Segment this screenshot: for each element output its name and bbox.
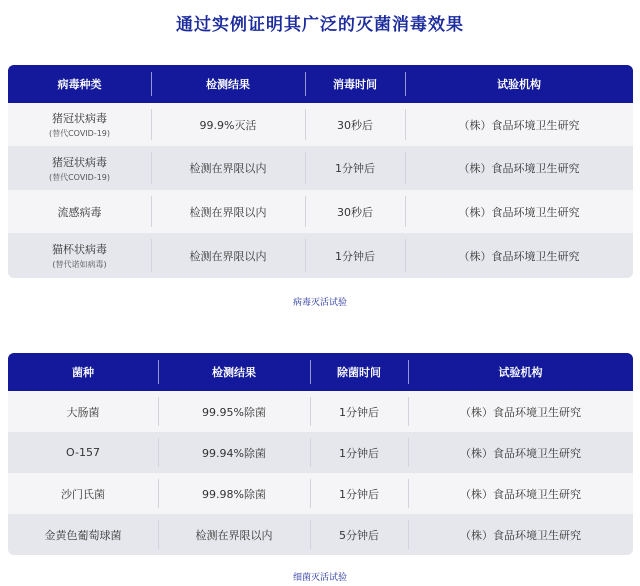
virus-substitute-note: (替代COVID-19) [48,129,111,138]
table-row [8,103,633,146]
result-cell: 检测在界限以内 [151,233,305,278]
institution-cell: （株）食品环境卫生研究 [405,146,633,190]
virus-name: 猪冠状病毒 [52,155,107,169]
header-time: 消毒时间 [305,65,405,103]
virus-test-table [8,65,633,278]
table-row [8,514,633,555]
time-cell: 30秒后 [305,190,405,233]
institution-cell: （株）食品环境卫生研究 [408,432,633,473]
time-cell: 5分钟后 [310,514,408,555]
institution-cell: （株）食品环境卫生研究 [408,391,633,432]
page-title: 通过实例证明其广泛的灭菌消毒效果 [176,15,464,35]
time-cell: 1分钟后 [310,432,408,473]
virus-name: 猪冠状病毒 [52,112,107,125]
virus-name: 流感病毒 [57,205,102,219]
virus-name: 猫杯状病毒 [52,243,107,256]
result-cell: 99.95%除菌 [158,391,310,432]
table-row [8,432,633,473]
table-row [8,233,633,278]
table-row [8,190,633,233]
table-header-row [8,65,633,103]
result-cell: 检测在界限以内 [151,190,305,233]
header-institution: 试验机构 [408,353,633,391]
virus-name-cell [8,190,151,233]
result-cell: 检测在界限以内 [158,514,310,555]
virus-substitute-note: (替代COVID-19) [48,172,111,182]
virus-table-caption: 病毒灭活试验 [292,298,347,308]
result-cell: 99.94%除菌 [158,432,310,473]
institution-cell: （株）食品环境卫生研究 [405,190,633,233]
header-bacteria-type: 菌种 [8,353,158,391]
bacteria-test-table [8,353,633,555]
bacteria-table-caption: 细菌灭活试验 [292,573,347,583]
bacteria-name-cell: 大肠菌 [8,391,158,432]
time-cell: 1分钟后 [305,233,405,278]
table-row [8,473,633,514]
result-cell: 99.98%除菌 [158,473,310,514]
time-cell: 30秒后 [305,103,405,146]
virus-name-cell [8,146,151,190]
table-row [8,146,633,190]
header-virus-type: 病毒种类 [8,65,151,103]
virus-name-cell [8,103,151,146]
institution-cell: （株）食品环境卫生研究 [405,233,633,278]
virus-name-cell [8,233,151,278]
header-result: 检测结果 [158,353,310,391]
institution-cell: （株）食品环境卫生研究 [408,514,633,555]
header-institution: 试验机构 [405,65,633,103]
time-cell: 1分钟后 [310,473,408,514]
virus-substitute-note: (替代诺如病毒) [52,260,107,269]
time-cell: 1分钟后 [305,146,405,190]
result-cell: 检测在界限以内 [151,146,305,190]
header-result: 检测结果 [151,65,305,103]
bacteria-name-cell: 金黄色葡萄球菌 [8,514,158,555]
bacteria-name-cell: O-157 [8,432,158,473]
table-header-row [8,353,633,391]
institution-cell: （株）食品环境卫生研究 [408,473,633,514]
header-time: 除菌时间 [310,353,408,391]
result-cell: 99.9%灭活 [151,103,305,146]
time-cell: 1分钟后 [310,391,408,432]
institution-cell: （株）食品环境卫生研究 [405,103,633,146]
bacteria-name-cell: 沙门氏菌 [8,473,158,514]
table-row [8,391,633,432]
